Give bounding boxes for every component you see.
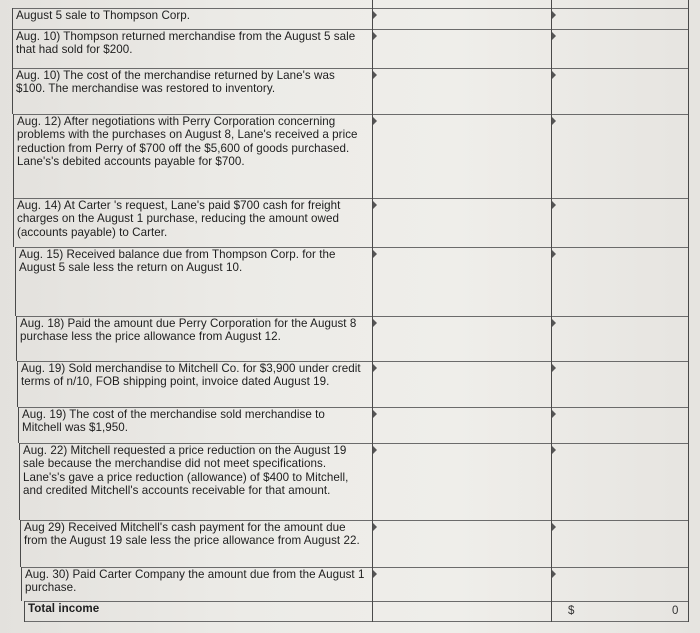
column-divider [12, 68, 13, 114]
amount-cell-1[interactable] [372, 29, 551, 68]
cell-marker-icon [552, 201, 556, 209]
transaction-description: Aug. 18) Paid the amount due Perry Corporation for the August 8 purchase less the price allowance from August 12. [20, 317, 357, 344]
column-divider [19, 443, 20, 520]
cell-marker-icon [373, 11, 377, 19]
amount-cell-2[interactable] [551, 29, 688, 68]
column-divider [372, 0, 373, 622]
column-divider [688, 0, 689, 622]
transaction-description: August 5 sale to Thompson Corp. [16, 9, 191, 22]
row-divider [13, 114, 688, 115]
total-amount-cell-1[interactable] [372, 601, 551, 622]
amount-cell-1[interactable] [372, 247, 551, 316]
column-divider [551, 0, 552, 622]
amount-cell-2[interactable] [551, 407, 688, 443]
amount-cell-1[interactable] [372, 361, 551, 407]
cell-marker-icon [373, 570, 377, 578]
column-divider [18, 407, 19, 443]
row-divider [20, 520, 688, 521]
transaction-description: Aug. 19) The cost of the merchandise sold merchandise to Mitchell was $1,950. [22, 408, 325, 435]
cell-marker-icon [552, 319, 556, 327]
cell-marker-icon [552, 71, 556, 79]
amount-cell-2[interactable] [551, 114, 688, 198]
amount-cell-2[interactable] [551, 520, 688, 567]
amount-cell-2[interactable] [551, 198, 688, 247]
transaction-description: Aug. 10) Thompson returned merchandise from the August 5 sale that had sold for $200. [16, 30, 356, 57]
cell-marker-icon [552, 11, 556, 19]
row-divider [12, 68, 688, 69]
cell-marker-icon [552, 32, 556, 40]
row-divider [12, 8, 688, 9]
cell-marker-icon [373, 446, 377, 454]
cell-marker-icon [373, 319, 377, 327]
cell-marker-icon [373, 71, 377, 79]
cell-marker-icon [552, 523, 556, 531]
cell-marker-icon [552, 117, 556, 125]
amount-cell-1[interactable] [372, 567, 551, 601]
row-divider [15, 247, 688, 248]
row-divider [24, 621, 688, 622]
row-divider [19, 443, 688, 444]
amount-cell-1[interactable] [372, 8, 551, 29]
transaction-description: Aug. 14) At Carter 's request, Lane's paid $700 cash for freight charges on the August 1 purchase, reducing the amount owed (accounts payable) to Carter. [17, 199, 341, 239]
column-divider [16, 316, 17, 361]
cell-marker-icon [552, 410, 556, 418]
amount-cell-1[interactable] [372, 520, 551, 567]
transaction-description: Aug. 22) Mitchell requested a price reduction on the August 19 sale because the merchandise did not meet specifications. Lane's's gave a price reduction (allowance) of $400 to Mitchell, and credited Mitchell's accounts receivable for that amount. [23, 444, 349, 498]
cell-marker-icon [373, 117, 377, 125]
column-divider [12, 29, 13, 68]
total-income-label: Total income [28, 602, 100, 615]
amount-cell-2[interactable] [551, 247, 688, 316]
column-divider [20, 520, 21, 567]
amount-cell-2[interactable] [551, 443, 688, 520]
row-divider [18, 407, 688, 408]
column-divider [13, 198, 14, 247]
transaction-description: Aug. 12) After negotiations with Perry Corporation concerning problems with the purchases on August 8, Lane's received a price reduction from Perry of $700 off the $5,600 of goods purchased. Lane's's debited accounts payable for $700. [17, 115, 358, 169]
column-divider [17, 361, 18, 407]
cell-marker-icon [373, 250, 377, 258]
amount-cell-1[interactable] [372, 198, 551, 247]
amount-cell-1[interactable] [372, 114, 551, 198]
amount-cell-1[interactable] [372, 407, 551, 443]
amount-cell-2[interactable] [551, 361, 688, 407]
column-divider [12, 8, 13, 29]
amount-cell-1[interactable] [372, 443, 551, 520]
cell-marker-icon [552, 570, 556, 578]
column-divider [21, 567, 22, 601]
row-divider [12, 29, 688, 30]
cell-marker-icon [552, 446, 556, 454]
column-divider [15, 247, 16, 316]
transaction-description: Aug. 19) Sold merchandise to Mitchell Co. for $3,900 under credit terms of n/10, FOB shipping point, invoice dated August 19. [21, 362, 361, 389]
row-divider [21, 567, 688, 568]
transaction-description: Aug. 15) Received balance due from Thompson Corp. for the August 5 sale less the return on August 10. [19, 248, 336, 275]
amount-cell-1[interactable] [372, 68, 551, 114]
row-divider [16, 316, 688, 317]
total-currency-symbol: $ [568, 605, 575, 617]
cell-marker-icon [373, 364, 377, 372]
cell-marker-icon [373, 410, 377, 418]
transaction-description: Aug 29) Received Mitchell's cash payment for the amount due from the August 19 sale less the price allowance from August 22. [24, 521, 360, 548]
cell-marker-icon [373, 201, 377, 209]
transaction-description: Aug. 10) The cost of the merchandise returned by Lane's was $100. The merchandise was restored to inventory. [16, 69, 335, 96]
total-income-value: 0 [672, 605, 679, 617]
row-divider [17, 361, 688, 362]
cell-marker-icon [552, 364, 556, 372]
amount-cell-2[interactable] [551, 567, 688, 601]
cell-marker-icon [552, 250, 556, 258]
row-divider [13, 198, 688, 199]
transaction-description: Aug. 30) Paid Carter Company the amount due from the August 1 purchase. [25, 568, 365, 595]
amount-cell-2[interactable] [551, 316, 688, 361]
amount-cell-2[interactable] [551, 8, 688, 29]
amount-cell-1[interactable] [372, 316, 551, 361]
cell-marker-icon [373, 32, 377, 40]
row-divider [24, 601, 688, 602]
column-divider [24, 601, 25, 622]
cell-marker-icon [373, 523, 377, 531]
column-divider [13, 114, 14, 198]
amount-cell-2[interactable] [551, 68, 688, 114]
